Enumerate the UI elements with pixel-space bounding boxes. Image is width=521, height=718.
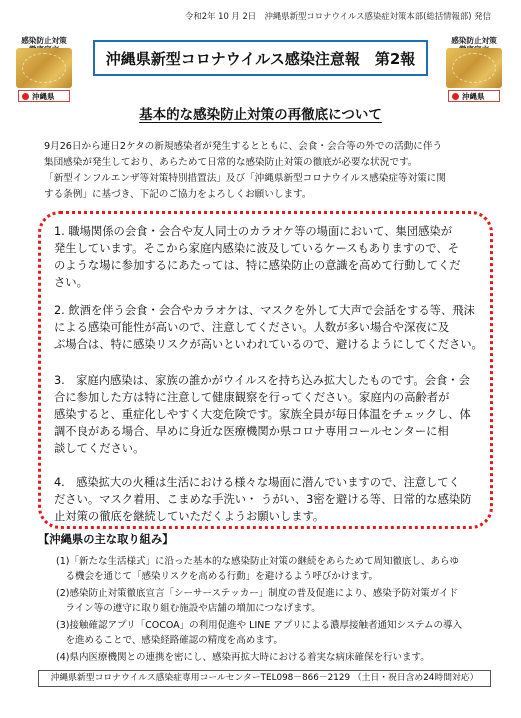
- prevention-declaration-badge-left: [16, 36, 72, 102]
- request-item-1-line: 発生しています。そこから家庭内感染に波及しているケースもありますので、そ: [54, 242, 459, 255]
- request-item-1-line: のような場に参加するにあたっては、特に感染防止の意識を高めて行動してくだ: [54, 259, 461, 272]
- initiative-line: (2)感染防止対策徹底宣言「シーサーステッカー」制度の普及促進により、感染予防対策ガイド: [56, 588, 459, 599]
- intro-line: 「新型インフルエンザ等対策特別措置法」及び「沖縄県新型コロナウイルス感染症等対策に関: [44, 173, 446, 184]
- badge-label: 沖縄県: [448, 90, 500, 102]
- badge-label: 沖縄県: [18, 90, 70, 102]
- request-item-3-line: 3. 家庭内感染は、家族の誰かがウイルスを持ち込み拡大したものです。会食・会: [54, 374, 470, 387]
- request-item-2-line: による感染可能性が高いので、注意してください。人数が多い場合や深夜に及: [54, 321, 450, 334]
- request-item-3-line: 合に参加した方は特に注意して健康観察を行ってください。家庭内の高齢者が: [54, 391, 450, 404]
- request-item-2-line: ぶ場合は、特に感染リスクが高いといわれているので、避けるようにしてください。: [54, 338, 483, 351]
- request-item-3-line: 感染すると、重症化しやすく大変危険です。家族全員が毎日体温をチェックし、体: [54, 408, 471, 421]
- intro-line: 9月26日から連日2ケタの新規感染者が発生するとともに、会食・会合等の外での活動に伴う: [44, 141, 443, 152]
- initiative-line: る機会を通じて「感染リスクを高める行動」を避けるよう呼びかけます。: [56, 571, 379, 582]
- page-subtitle: 基本的な感染防止対策の再徹底について: [139, 107, 382, 123]
- initiative-line: ライン等の遵守に取り組む施設や店舗の増加につなげます。: [56, 603, 321, 614]
- okinawa-initiatives-heading: 【沖縄県の主な取り組み】: [38, 533, 174, 546]
- initiative-line: (4)県内医療機関との連携を密にし、感染再拡大時における着実な病床確保を行います。: [56, 652, 430, 663]
- request-item-4-line: 止対策の徹底を継続していただくようお願いします。: [54, 510, 325, 523]
- request-item-3-line: 談してください。: [54, 442, 145, 455]
- request-item-1-line: 1. 職場関係の会食・会合や友人同士のカラオケ等の場面において、集団感染が: [54, 225, 453, 238]
- request-item-4-line: ださい。マスク着用、こまめな手洗い・ うがい、3密を避ける等、日常的な感染防: [54, 493, 472, 506]
- initiative-line: (3)接触確認アプリ「COCOA」の利用促進や LINE アプリによる濃厚接触者通知システムの導入: [56, 620, 463, 631]
- request-item-4-line: 4. 感染拡大の火種は生活における様々な場面に潜んでいますので、注意してく: [54, 476, 460, 489]
- request-item-3-line: 調不良がある場合、早めに身近な医療機関か県コロナ専用コールセンターに相: [54, 425, 449, 438]
- header-date-issuer: 令和2年 10 月 2日 沖縄県新型コロナウイルス感染症対策本部(総括情報部) 発信: [185, 11, 491, 21]
- intro-line: 集団感染が発生しており、あらためて日常的な感染防止対策の徹底が必要な状況です。: [44, 157, 418, 168]
- initiative-line: を進めることで、感染経路確認の精度を高めます。: [56, 635, 284, 646]
- badge-caption: 感染防止対策: [21, 36, 67, 45]
- call-center-footer: 沖縄県新型コロナウイルス感染症専用コールセンターTEL098－866－2129 （土日・祝日含め24時間対応）: [38, 670, 491, 687]
- prevention-declaration-badge-right: [446, 36, 502, 102]
- page-title: 沖縄県新型コロナウイルス感染注意報 第2報: [93, 40, 428, 76]
- shisa-sticker-icon: [446, 48, 502, 88]
- intro-line: する条例」に基づき、下記のご協力をよろしくお願いします。: [44, 189, 312, 200]
- request-item-2-line: 2. 飲酒を伴う会食・会合やカラオケは、マスクを外して大声で会話をする等、飛沫: [54, 304, 475, 317]
- shisa-sticker-icon: [16, 48, 72, 88]
- badge-caption: 感染防止対策: [451, 36, 497, 45]
- request-item-1-line: さい。: [54, 276, 88, 289]
- initiative-line: (1)「新たな生活様式」に沿った基本的な感染防止対策の継続をあらためて周知徹底し、あらゆ: [56, 556, 459, 567]
